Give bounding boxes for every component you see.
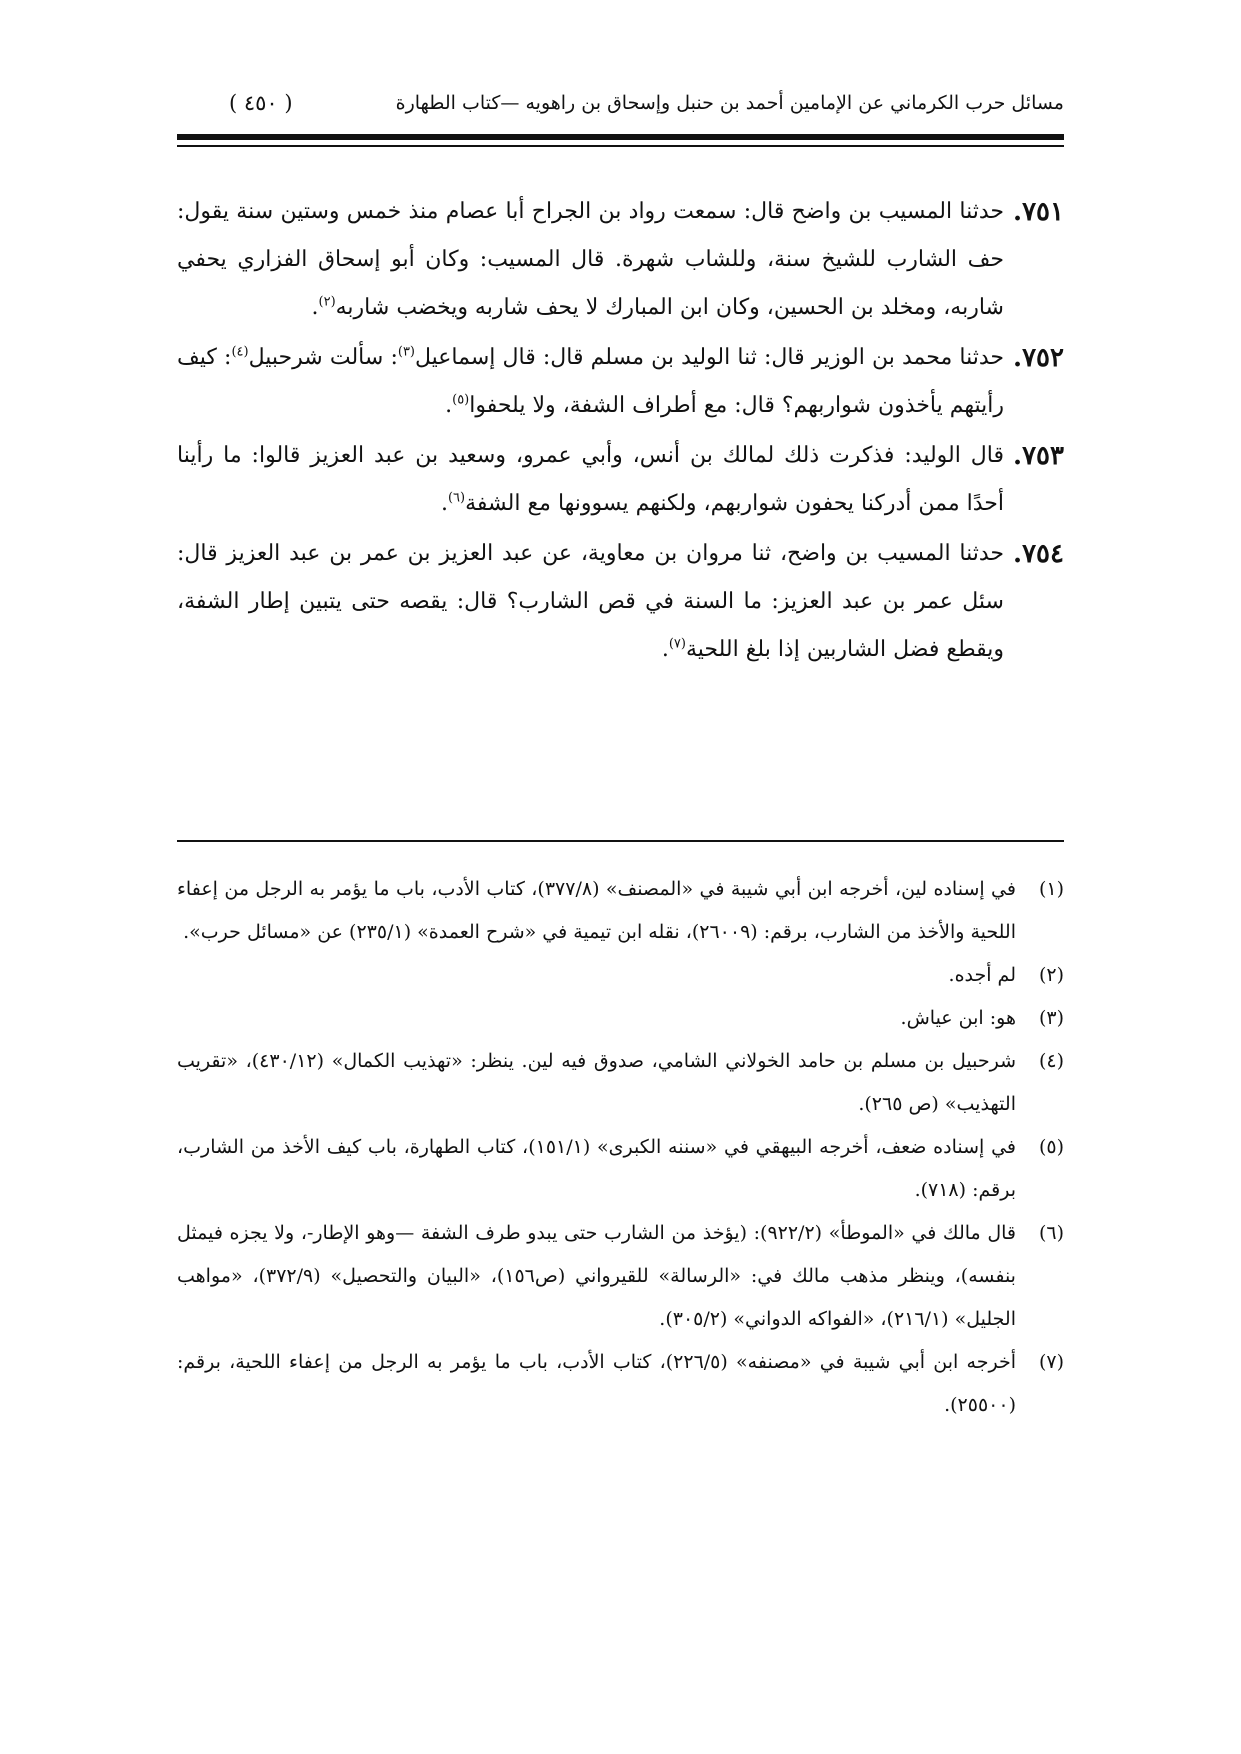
entry-753 bbox=[177, 432, 1064, 528]
footnote-3 bbox=[177, 997, 1064, 1040]
running-header bbox=[229, 83, 1064, 123]
footnote-ref[interactable]: (٤) bbox=[231, 344, 249, 360]
entry-751 bbox=[177, 188, 1064, 332]
footnote-text: هو: ابن عياش. bbox=[900, 1007, 1016, 1029]
footnote-separator bbox=[177, 840, 1064, 842]
footnote-text: في إسناده لين، أخرجه ابن أبي شيبة في «المصنف» (٣٧٧/٨)، كتاب الأدب، باب ما يؤمر به الرجل من إعفاء اللحية والأخذ من الشارب، برقم: (٢٦٠٠٩)، نقله ابن تيمية في «شرح العمدة» (٢٣٥/١) عن «مسائل حرب». bbox=[177, 878, 1016, 943]
header-rule-thick bbox=[177, 134, 1064, 140]
footnote-ref[interactable]: (٥) bbox=[452, 392, 470, 408]
footnote-ref[interactable]: (٧) bbox=[668, 636, 686, 652]
footnote-text: قال مالك في «الموطأ» (٩٢٢/٢): (يؤخذ من الشارب حتى يبدو طرف الشفة —وهو الإطار-، ولا يجزه فيمثل بنفسه)، وينظر مذهب مالك في: «الرسالة» للقيرواني (ص١٥٦)، «البيان والتحصيل» (٣٧٢/٩)، «مواهب الجليل» (٢١٦/١)، «الفواكه الدواني» (٣٠٥/٢). bbox=[177, 1222, 1017, 1330]
footnote-number: (٣) bbox=[1038, 1007, 1064, 1029]
entry-text: حدثنا محمد بن الوزير قال: ثنا الوليد بن مسلم قال: قال إسماعيل$^{(٣)}$: سألت شرحبيل$^{(٤)}$: كيف رأيتهم يأخذون شواربهم؟ قال: مع أطراف الشفة، ولا يلحفوا$^{(٥)}$. bbox=[177, 344, 1005, 418]
footnote-number: (٦) bbox=[1038, 1222, 1064, 1244]
footnote-ref[interactable]: (٢) bbox=[318, 294, 336, 310]
entry-number: ٧٥٤. bbox=[1013, 539, 1064, 569]
footnote-7 bbox=[177, 1341, 1064, 1427]
footnote-2 bbox=[177, 954, 1064, 997]
footnote-text: أخرجه ابن أبي شيبة في «مصنفه» (٢٢٦/٥)، كتاب الأدب، باب ما يؤمر به الرجل من إعفاء اللحية، برقم: (٢٥٥٠٠). bbox=[177, 1351, 1016, 1416]
main-text bbox=[177, 188, 1064, 676]
footnote-number: (١) bbox=[1038, 878, 1064, 900]
footnote-ref[interactable]: (٣) bbox=[397, 344, 415, 360]
footnote-text: في إسناده ضعف، أخرجه البيهقي في «سننه الكبرى» (١٥١/١)، كتاب الطهارة، باب كيف الأخذ من الشارب، برقم: (٧١٨). bbox=[177, 1136, 1016, 1201]
footnote-5 bbox=[177, 1126, 1064, 1212]
entry-number: ٧٥١. bbox=[1013, 197, 1064, 227]
footnote-number: (٤) bbox=[1038, 1050, 1064, 1072]
header-rule-thin bbox=[177, 145, 1064, 147]
footnote-text: لم أجده. bbox=[948, 964, 1016, 986]
entry-number: ٧٥٣. bbox=[1013, 441, 1064, 471]
page-number: ( ٤٥٠ ) bbox=[229, 91, 293, 115]
footnote-6 bbox=[177, 1212, 1064, 1341]
entry-text: قال الوليد: فذكرت ذلك لمالك بن أنس، وأبي عمرو، وسعيد بن عبد العزيز قالوا: ما رأينا أحدًا ممن أدركنا يحفون شواربهم، ولكنهم يسوونها مع الشفة$^{(٦)}$. bbox=[177, 443, 1004, 516]
entry-754 bbox=[177, 530, 1064, 674]
footnote-text: شرحبيل بن مسلم بن حامد الخولاني الشامي، صدوق فيه لين. ينظر: «تهذيب الكمال» (٤٣٠/١٢)، «تقريب التهذيب» (ص ٢٦٥). bbox=[177, 1050, 1016, 1115]
entry-text: حدثنا المسيب بن واضح قال: سمعت رواد بن الجراح أبا عصام منذ خمس وستين سنة يقول: حف الشارب للشيخ سنة، وللشاب شهرة. قال المسيب: وكان أبو إسحاق الفزاري يحفي شاربه، ومخلد بن الحسين، وكان ابن المبارك لا يحف شاربه ويخضب شاربه$^{(٢)}$. bbox=[177, 199, 1004, 320]
entry-752 bbox=[177, 334, 1064, 430]
footnote-number: (٥) bbox=[1038, 1136, 1064, 1158]
footnote-1 bbox=[177, 868, 1064, 954]
entry-number: ٧٥٢. bbox=[1013, 343, 1064, 373]
header-title: مسائل حرب الكرماني عن الإمامين أحمد بن حنبل وإسحاق بن راهويه —كتاب الطهارة bbox=[395, 92, 1064, 114]
footnote-number: (٧) bbox=[1038, 1351, 1064, 1373]
footnotes bbox=[177, 868, 1064, 1427]
footnote-ref[interactable]: (٦) bbox=[447, 490, 466, 506]
footnote-4 bbox=[177, 1040, 1064, 1126]
footnote-number: (٢) bbox=[1038, 964, 1064, 986]
entry-text: حدثنا المسيب بن واضح، ثنا مروان بن معاوية، عن عبد العزيز بن عمر بن عبد العزيز قال: سئل عمر بن عبد العزيز: ما السنة في قص الشارب؟ قال: يقصه حتى يتبين إطار الشفة، ويقطع فضل الشاربين إذا بلغ اللحية$^{(٧)}$. bbox=[177, 541, 1004, 662]
